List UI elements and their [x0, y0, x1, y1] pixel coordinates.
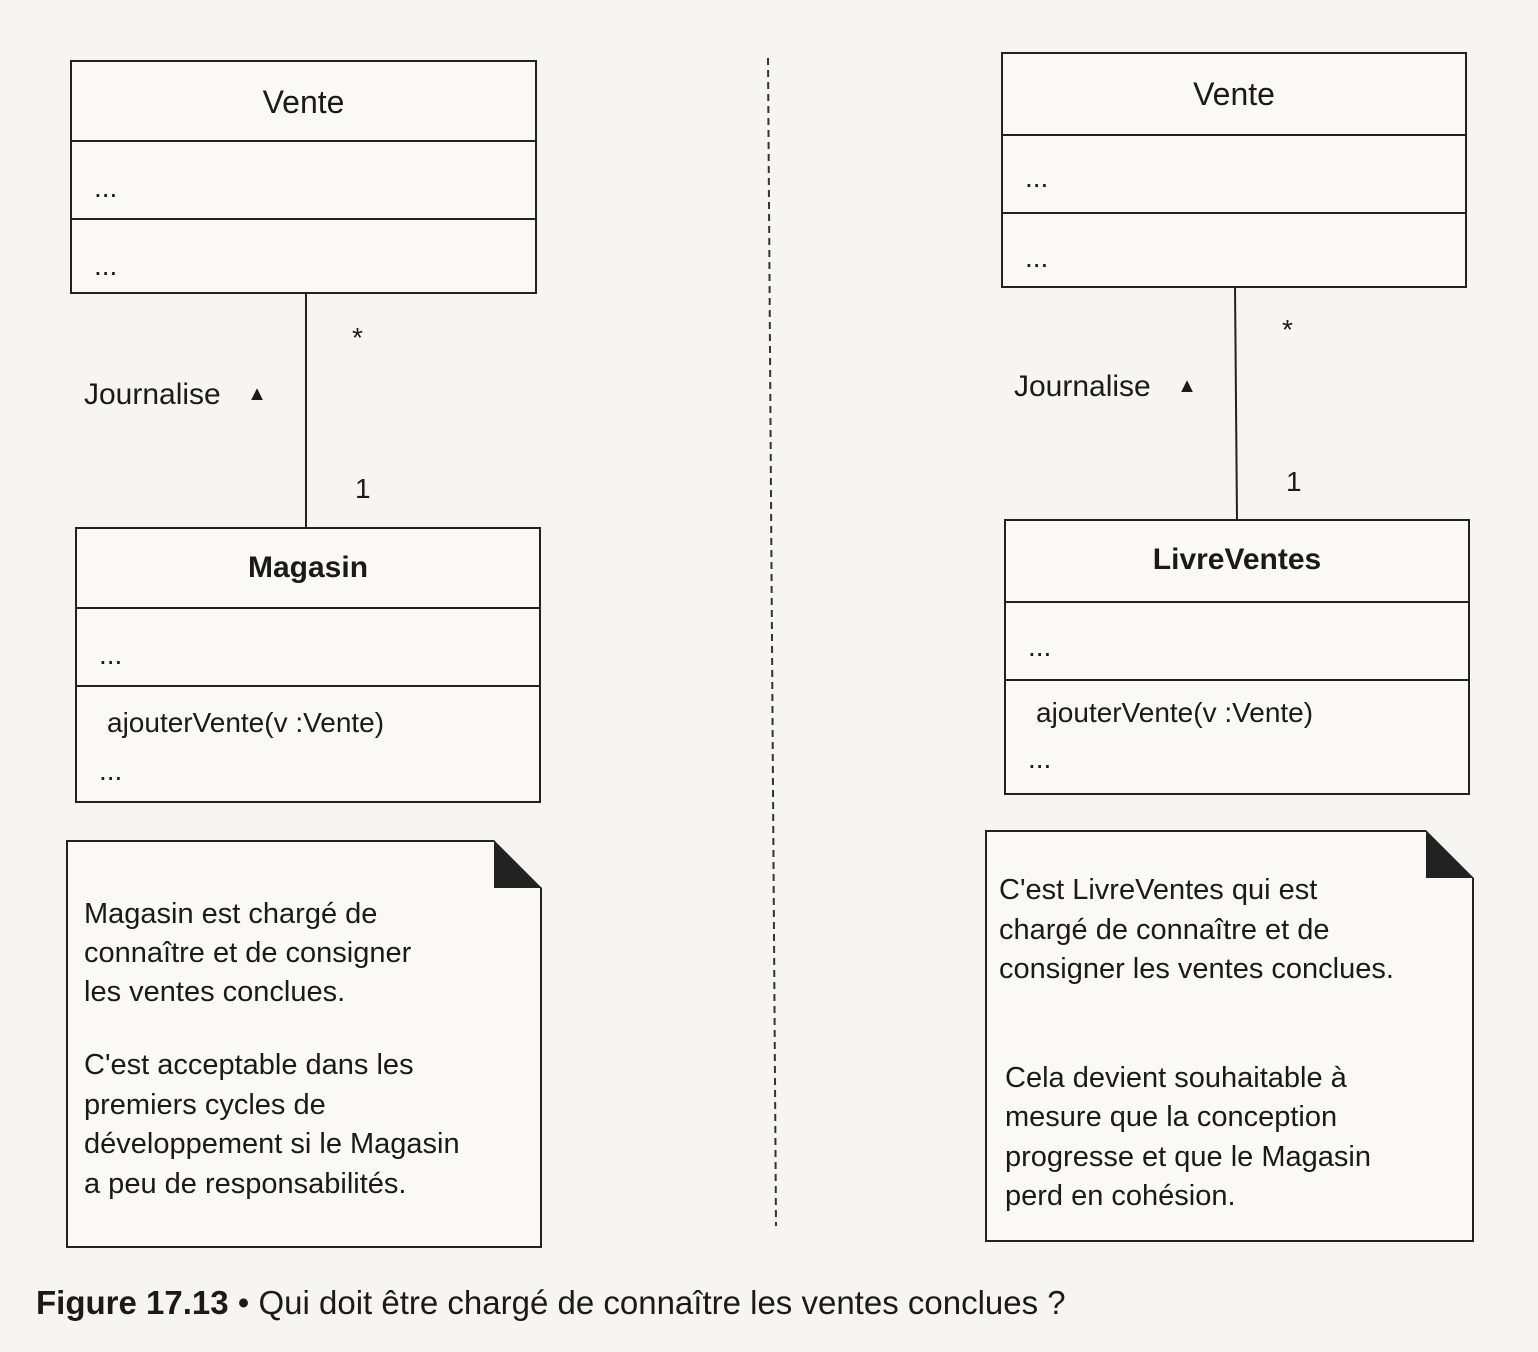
attributes-ellipsis: ...	[1025, 162, 1049, 193]
right-note	[985, 830, 1474, 1242]
class-name: LivreVentes	[1152, 543, 1322, 576]
left-mult-top: *	[352, 322, 363, 353]
class-name: Vente	[262, 84, 345, 120]
left-association-label	[84, 378, 267, 412]
right-association-label	[1014, 370, 1197, 404]
figure-number: Figure 17.13	[36, 1284, 229, 1321]
left-magasin-class	[75, 527, 541, 803]
note-line: premiers cycles de	[84, 1089, 326, 1121]
right-mult-bottom: 1	[1286, 466, 1302, 497]
note-line: consigner les ventes conclues.	[999, 953, 1394, 985]
caption-text: Qui doit être chargé de connaître les ventes conclues ?	[258, 1284, 1066, 1321]
right-association-line	[1235, 286, 1237, 520]
left-mult-bottom: 1	[355, 473, 371, 504]
note-line: développement si le Magasin	[84, 1128, 460, 1160]
operations-ellipsis: ...	[94, 250, 118, 281]
note-line: les ventes conclues.	[84, 976, 346, 1008]
note-line: C'est acceptable dans les	[84, 1049, 414, 1081]
attributes-ellipsis: ...	[1028, 631, 1052, 662]
note-line: chargé de connaître et de	[999, 914, 1330, 946]
note-line: a peu de responsabilités.	[84, 1168, 407, 1200]
note-line: Cela devient souhaitable à	[1005, 1062, 1347, 1094]
operation-ajouter-vente: ajouterVente(v :Vente)	[107, 707, 385, 738]
operations-ellipsis: ...	[1028, 743, 1052, 774]
note-line: C'est LivreVentes qui est	[999, 874, 1318, 906]
association-name: Journalise	[84, 378, 221, 411]
association-name: Journalise	[1014, 370, 1151, 403]
operations-ellipsis: ...	[99, 755, 123, 786]
attributes-ellipsis: ...	[94, 172, 118, 203]
left-note	[66, 840, 542, 1248]
attributes-ellipsis: ...	[99, 639, 123, 670]
note-fold-corner	[492, 840, 542, 888]
right-vente-class	[1001, 52, 1467, 288]
figure-caption	[36, 1284, 1066, 1322]
direction-arrow-icon: ▲	[1177, 375, 1197, 397]
right-livreventes-class	[1004, 519, 1470, 795]
divider-line	[768, 58, 776, 1226]
caption-separator: •	[228, 1284, 259, 1321]
note-line: mesure que la conception	[1005, 1101, 1338, 1133]
direction-arrow-icon: ▲	[247, 383, 267, 405]
note-fold-corner	[1424, 830, 1474, 878]
note-line: progresse et que le Magasin	[1005, 1141, 1371, 1173]
class-name: Magasin	[247, 551, 369, 584]
note-line: Magasin est chargé de	[84, 898, 378, 930]
right-mult-top: *	[1282, 314, 1293, 345]
note-line: connaître et de consigner	[84, 937, 412, 969]
class-name: Vente	[1193, 76, 1275, 112]
operation-ajouter-vente: ajouterVente(v :Vente)	[1036, 697, 1314, 728]
operations-ellipsis: ...	[1025, 242, 1049, 273]
left-vente-class	[70, 60, 537, 294]
note-line: perd en cohésion.	[1005, 1180, 1236, 1212]
